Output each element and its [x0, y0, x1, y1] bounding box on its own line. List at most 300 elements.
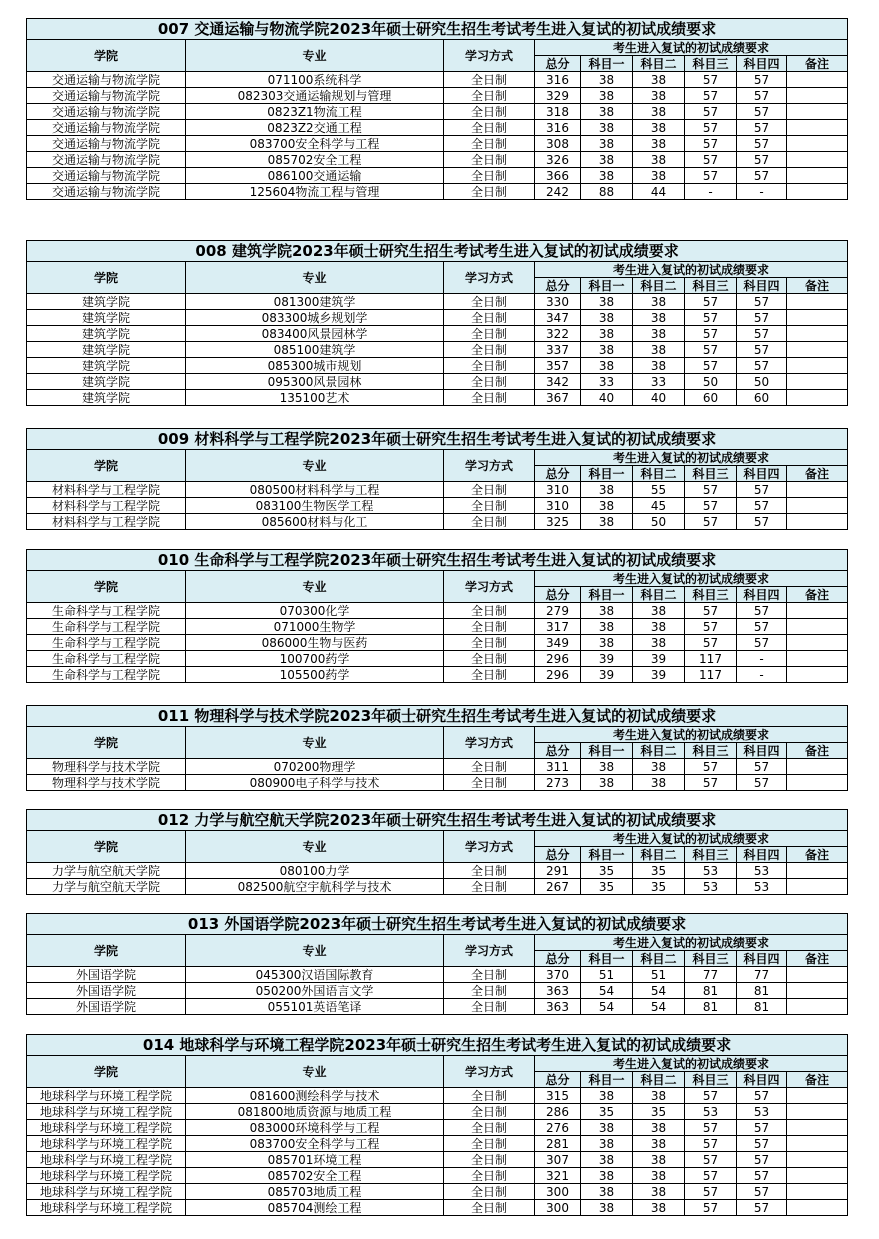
- subject1-header: 科目一: [581, 56, 633, 72]
- study-mode-header: 学习方式: [444, 727, 535, 759]
- subject2-score-cell: 38: [633, 326, 685, 342]
- subject4-score-cell: 57: [737, 1184, 787, 1200]
- total-score-cell: 347: [535, 310, 581, 326]
- major-header: 专业: [186, 571, 444, 603]
- subject2-score-cell: 38: [633, 342, 685, 358]
- subject1-score-cell: 38: [581, 120, 633, 136]
- college-cell: 交通运输与物流学院: [27, 184, 186, 200]
- major-cell: 083100生物医学工程: [186, 498, 444, 514]
- study-mode-cell: 全日制: [444, 1168, 535, 1184]
- major-cell: 081800地质资源与地质工程: [186, 1104, 444, 1120]
- major-cell: 125604物流工程与管理: [186, 184, 444, 200]
- subject3-score-cell: 57: [685, 482, 737, 498]
- subject2-score-cell: 54: [633, 983, 685, 999]
- subject3-score-cell: 57: [685, 358, 737, 374]
- subject1-score-cell: 38: [581, 1200, 633, 1216]
- remark-cell: [787, 1120, 848, 1136]
- subject3-score-cell: 81: [685, 983, 737, 999]
- subject3-score-cell: 57: [685, 1088, 737, 1104]
- subject1-score-cell: 38: [581, 136, 633, 152]
- major-cell: 100700药学: [186, 651, 444, 667]
- subject2-score-cell: 38: [633, 310, 685, 326]
- subject4-score-cell: 57: [737, 1168, 787, 1184]
- subject3-score-cell: 60: [685, 390, 737, 406]
- subject1-score-cell: 35: [581, 1104, 633, 1120]
- study-mode-cell: 全日制: [444, 514, 535, 530]
- college-header: 学院: [27, 935, 186, 967]
- table-row: [27, 759, 848, 775]
- table-row: [27, 863, 848, 879]
- subject1-score-cell: 38: [581, 759, 633, 775]
- header-row: [27, 727, 848, 743]
- table-row: [27, 498, 848, 514]
- total-score-cell: 322: [535, 326, 581, 342]
- header-row: [27, 450, 848, 466]
- table-row: [27, 152, 848, 168]
- subject3-header: 科目三: [685, 56, 737, 72]
- score-table: [26, 549, 848, 683]
- remark-header: 备注: [787, 1072, 848, 1088]
- title-row: [27, 810, 848, 831]
- subject3-score-cell: 50: [685, 374, 737, 390]
- subject1-score-cell: 38: [581, 152, 633, 168]
- college-cell: 建筑学院: [27, 374, 186, 390]
- remark-cell: [787, 120, 848, 136]
- study-mode-cell: 全日制: [444, 294, 535, 310]
- total-score-cell: 286: [535, 1104, 581, 1120]
- college-cell: 地球科学与环境工程学院: [27, 1088, 186, 1104]
- remark-cell: [787, 1088, 848, 1104]
- remark-cell: [787, 88, 848, 104]
- major-cell: 071100系统科学: [186, 72, 444, 88]
- college-cell: 物理科学与技术学院: [27, 775, 186, 791]
- major-cell: 0823Z2交通工程: [186, 120, 444, 136]
- study-mode-header: 学习方式: [444, 450, 535, 482]
- subject2-score-cell: 39: [633, 667, 685, 683]
- title-row: [27, 19, 848, 40]
- total-score-header: 总分: [535, 56, 581, 72]
- remark-header: 备注: [787, 466, 848, 482]
- subject3-score-cell: 53: [685, 1104, 737, 1120]
- major-cell: 055101英语笔译: [186, 999, 444, 1015]
- remark-header: 备注: [787, 56, 848, 72]
- major-header: 专业: [186, 40, 444, 72]
- remark-cell: [787, 667, 848, 683]
- table-row: [27, 72, 848, 88]
- remark-cell: [787, 999, 848, 1015]
- header-row: [27, 571, 848, 587]
- college-cell: 生命科学与工程学院: [27, 603, 186, 619]
- subject1-header: 科目一: [581, 847, 633, 863]
- study-mode-cell: 全日制: [444, 310, 535, 326]
- remark-cell: [787, 152, 848, 168]
- table-row: [27, 136, 848, 152]
- remark-cell: [787, 983, 848, 999]
- total-score-cell: 363: [535, 999, 581, 1015]
- college-cell: 物理科学与技术学院: [27, 759, 186, 775]
- college-header: 学院: [27, 1056, 186, 1088]
- subject3-score-cell: 57: [685, 136, 737, 152]
- table-row: [27, 879, 848, 895]
- college-cell: 地球科学与环境工程学院: [27, 1104, 186, 1120]
- remark-cell: [787, 326, 848, 342]
- table-row: [27, 390, 848, 406]
- study-mode-cell: 全日制: [444, 390, 535, 406]
- major-cell: 082500航空宇航科学与技术: [186, 879, 444, 895]
- table-title: 013 外国语学院2023年硕士研究生招生考试考生进入复试的初试成绩要求: [27, 914, 848, 935]
- major-cell: 082303交通运输规划与管理: [186, 88, 444, 104]
- subject2-score-cell: 38: [633, 1120, 685, 1136]
- title-row: [27, 914, 848, 935]
- subject3-score-cell: 57: [685, 603, 737, 619]
- subject4-score-cell: 57: [737, 342, 787, 358]
- subject4-score-cell: 57: [737, 603, 787, 619]
- subject3-score-cell: 53: [685, 863, 737, 879]
- subject1-score-cell: 38: [581, 619, 633, 635]
- remark-cell: [787, 498, 848, 514]
- remark-cell: [787, 863, 848, 879]
- subject3-score-cell: 57: [685, 72, 737, 88]
- total-score-cell: 279: [535, 603, 581, 619]
- table-row: [27, 635, 848, 651]
- study-mode-cell: 全日制: [444, 651, 535, 667]
- subject2-score-cell: 39: [633, 651, 685, 667]
- subject1-score-cell: 38: [581, 72, 633, 88]
- remark-cell: [787, 635, 848, 651]
- title-row: [27, 706, 848, 727]
- study-mode-cell: 全日制: [444, 88, 535, 104]
- total-score-cell: 330: [535, 294, 581, 310]
- college-cell: 地球科学与环境工程学院: [27, 1200, 186, 1216]
- subject2-score-cell: 35: [633, 863, 685, 879]
- subject4-score-cell: 57: [737, 1152, 787, 1168]
- requirement-header: 考生进入复试的初试成绩要求: [535, 450, 848, 466]
- major-cell: 083300城乡规划学: [186, 310, 444, 326]
- subject3-score-cell: 57: [685, 104, 737, 120]
- major-header: 专业: [186, 727, 444, 759]
- total-score-cell: 316: [535, 72, 581, 88]
- header-row: [27, 40, 848, 56]
- study-mode-cell: 全日制: [444, 168, 535, 184]
- subject2-score-cell: 38: [633, 1136, 685, 1152]
- remark-cell: [787, 1136, 848, 1152]
- major-cell: 080100力学: [186, 863, 444, 879]
- remark-cell: [787, 104, 848, 120]
- subject4-header: 科目四: [737, 951, 787, 967]
- major-cell: 085701环境工程: [186, 1152, 444, 1168]
- total-score-cell: 300: [535, 1200, 581, 1216]
- remark-cell: [787, 358, 848, 374]
- subject3-score-cell: 57: [685, 168, 737, 184]
- remark-cell: [787, 72, 848, 88]
- remark-cell: [787, 514, 848, 530]
- total-score-cell: 300: [535, 1184, 581, 1200]
- requirement-header: 考生进入复试的初试成绩要求: [535, 262, 848, 278]
- subject2-score-cell: 38: [633, 619, 685, 635]
- table-row: [27, 1136, 848, 1152]
- requirement-header: 考生进入复试的初试成绩要求: [535, 571, 848, 587]
- study-mode-cell: 全日制: [444, 603, 535, 619]
- study-mode-cell: 全日制: [444, 374, 535, 390]
- subject2-score-cell: 38: [633, 1200, 685, 1216]
- study-mode-header: 学习方式: [444, 935, 535, 967]
- major-cell: 105500药学: [186, 667, 444, 683]
- subject2-score-cell: 38: [633, 603, 685, 619]
- remark-cell: [787, 619, 848, 635]
- subject2-score-cell: 54: [633, 999, 685, 1015]
- college-cell: 建筑学院: [27, 390, 186, 406]
- score-table: [26, 1034, 848, 1216]
- subject1-score-cell: 33: [581, 374, 633, 390]
- major-cell: 135100艺术: [186, 390, 444, 406]
- total-score-cell: 276: [535, 1120, 581, 1136]
- study-mode-cell: 全日制: [444, 136, 535, 152]
- subject4-score-cell: 57: [737, 498, 787, 514]
- total-score-cell: 310: [535, 498, 581, 514]
- table-row: [27, 310, 848, 326]
- subject3-score-cell: -: [685, 184, 737, 200]
- total-score-header: 总分: [535, 951, 581, 967]
- requirement-header: 考生进入复试的初试成绩要求: [535, 1056, 848, 1072]
- subject3-score-cell: 57: [685, 88, 737, 104]
- subject2-score-cell: 50: [633, 514, 685, 530]
- remark-cell: [787, 390, 848, 406]
- subject2-score-cell: 40: [633, 390, 685, 406]
- college-cell: 生命科学与工程学院: [27, 635, 186, 651]
- subject4-score-cell: 57: [737, 514, 787, 530]
- major-cell: 085100建筑学: [186, 342, 444, 358]
- subject1-score-cell: 38: [581, 635, 633, 651]
- subject4-score-cell: -: [737, 184, 787, 200]
- remark-cell: [787, 651, 848, 667]
- subject4-header: 科目四: [737, 466, 787, 482]
- requirement-header: 考生进入复试的初试成绩要求: [535, 727, 848, 743]
- subject1-score-cell: 38: [581, 1088, 633, 1104]
- subject3-header: 科目三: [685, 1072, 737, 1088]
- subject4-score-cell: 53: [737, 863, 787, 879]
- major-cell: 086000生物与医药: [186, 635, 444, 651]
- total-score-header: 总分: [535, 587, 581, 603]
- subject4-score-cell: 50: [737, 374, 787, 390]
- college-header: 学院: [27, 450, 186, 482]
- table-title: 014 地球科学与环境工程学院2023年硕士研究生招生考试考生进入复试的初试成绩要求: [27, 1035, 848, 1056]
- subject3-header: 科目三: [685, 587, 737, 603]
- total-score-header: 总分: [535, 466, 581, 482]
- college-cell: 生命科学与工程学院: [27, 619, 186, 635]
- subject1-score-cell: 38: [581, 168, 633, 184]
- subject2-score-cell: 38: [633, 1168, 685, 1184]
- table-row: [27, 967, 848, 983]
- major-cell: 0823Z1物流工程: [186, 104, 444, 120]
- college-cell: 生命科学与工程学院: [27, 651, 186, 667]
- study-mode-cell: 全日制: [444, 1184, 535, 1200]
- subject1-score-cell: 38: [581, 603, 633, 619]
- major-cell: 095300风景园林: [186, 374, 444, 390]
- college-cell: 外国语学院: [27, 967, 186, 983]
- subject3-score-cell: 57: [685, 635, 737, 651]
- subject3-score-cell: 57: [685, 498, 737, 514]
- remark-cell: [787, 374, 848, 390]
- subject4-score-cell: 57: [737, 759, 787, 775]
- subject2-header: 科目二: [633, 743, 685, 759]
- requirement-header: 考生进入复试的初试成绩要求: [535, 40, 848, 56]
- subject1-score-cell: 54: [581, 999, 633, 1015]
- requirement-header: 考生进入复试的初试成绩要求: [535, 831, 848, 847]
- subject2-header: 科目二: [633, 278, 685, 294]
- table-row: [27, 1168, 848, 1184]
- total-score-cell: 296: [535, 667, 581, 683]
- subject1-header: 科目一: [581, 278, 633, 294]
- subject2-header: 科目二: [633, 847, 685, 863]
- table-row: [27, 482, 848, 498]
- subject3-score-cell: 57: [685, 1168, 737, 1184]
- title-row: [27, 1035, 848, 1056]
- subject4-score-cell: 81: [737, 983, 787, 999]
- study-mode-cell: 全日制: [444, 1136, 535, 1152]
- major-cell: 085300城市规划: [186, 358, 444, 374]
- subject4-header: 科目四: [737, 278, 787, 294]
- major-header: 专业: [186, 262, 444, 294]
- major-cell: 081300建筑学: [186, 294, 444, 310]
- remark-cell: [787, 967, 848, 983]
- subject4-score-cell: 57: [737, 168, 787, 184]
- remark-cell: [787, 482, 848, 498]
- total-score-cell: 273: [535, 775, 581, 791]
- remark-cell: [787, 1200, 848, 1216]
- remark-cell: [787, 168, 848, 184]
- college-header: 学院: [27, 831, 186, 863]
- table-row: [27, 651, 848, 667]
- major-header: 专业: [186, 450, 444, 482]
- college-cell: 地球科学与环境工程学院: [27, 1120, 186, 1136]
- subject4-score-cell: 57: [737, 136, 787, 152]
- subject3-score-cell: 57: [685, 310, 737, 326]
- remark-cell: [787, 136, 848, 152]
- subject4-header: 科目四: [737, 847, 787, 863]
- subject4-score-cell: 57: [737, 635, 787, 651]
- subject4-score-cell: 57: [737, 1136, 787, 1152]
- major-cell: 086100交通运输: [186, 168, 444, 184]
- college-cell: 生命科学与工程学院: [27, 667, 186, 683]
- subject3-header: 科目三: [685, 951, 737, 967]
- total-score-header: 总分: [535, 847, 581, 863]
- table-title: 008 建筑学院2023年硕士研究生招生考试考生进入复试的初试成绩要求: [27, 241, 848, 262]
- study-mode-header: 学习方式: [444, 1056, 535, 1088]
- college-cell: 材料科学与工程学院: [27, 498, 186, 514]
- college-header: 学院: [27, 262, 186, 294]
- total-score-cell: 281: [535, 1136, 581, 1152]
- subject2-score-cell: 38: [633, 120, 685, 136]
- subject4-score-cell: 53: [737, 1104, 787, 1120]
- total-score-cell: 326: [535, 152, 581, 168]
- total-score-cell: 318: [535, 104, 581, 120]
- major-cell: 080900电子科学与技术: [186, 775, 444, 791]
- subject2-header: 科目二: [633, 951, 685, 967]
- total-score-cell: 349: [535, 635, 581, 651]
- major-cell: 080500材料科学与工程: [186, 482, 444, 498]
- subject1-score-cell: 54: [581, 983, 633, 999]
- subject3-header: 科目三: [685, 847, 737, 863]
- title-row: [27, 550, 848, 571]
- college-cell: 交通运输与物流学院: [27, 88, 186, 104]
- table-row: [27, 88, 848, 104]
- subject2-header: 科目二: [633, 466, 685, 482]
- study-mode-cell: 全日制: [444, 104, 535, 120]
- subject4-score-cell: -: [737, 667, 787, 683]
- subject2-score-cell: 38: [633, 1088, 685, 1104]
- subject4-score-cell: 57: [737, 152, 787, 168]
- college-cell: 材料科学与工程学院: [27, 482, 186, 498]
- total-score-cell: 337: [535, 342, 581, 358]
- remark-cell: [787, 879, 848, 895]
- remark-cell: [787, 184, 848, 200]
- subject2-score-cell: 35: [633, 879, 685, 895]
- subject1-header: 科目一: [581, 466, 633, 482]
- remark-header: 备注: [787, 847, 848, 863]
- subject4-header: 科目四: [737, 587, 787, 603]
- study-mode-cell: 全日制: [444, 120, 535, 136]
- major-cell: 071000生物学: [186, 619, 444, 635]
- college-cell: 建筑学院: [27, 326, 186, 342]
- total-score-cell: 325: [535, 514, 581, 530]
- remark-cell: [787, 603, 848, 619]
- total-score-cell: 317: [535, 619, 581, 635]
- remark-cell: [787, 775, 848, 791]
- header-row: [27, 935, 848, 951]
- table-row: [27, 326, 848, 342]
- subject3-score-cell: 77: [685, 967, 737, 983]
- study-mode-cell: 全日制: [444, 619, 535, 635]
- subject1-header: 科目一: [581, 951, 633, 967]
- table-title: 010 生命科学与工程学院2023年硕士研究生招生考试考生进入复试的初试成绩要求: [27, 550, 848, 571]
- title-row: [27, 429, 848, 450]
- major-cell: 085704测绘工程: [186, 1200, 444, 1216]
- score-table: [26, 240, 848, 406]
- major-cell: 070200物理学: [186, 759, 444, 775]
- subject1-score-cell: 38: [581, 342, 633, 358]
- subject4-score-cell: 81: [737, 999, 787, 1015]
- subject2-score-cell: 38: [633, 294, 685, 310]
- subject3-score-cell: 57: [685, 326, 737, 342]
- college-cell: 建筑学院: [27, 358, 186, 374]
- major-cell: 083700安全科学与工程: [186, 136, 444, 152]
- subject2-score-cell: 38: [633, 168, 685, 184]
- score-table: [26, 913, 848, 1015]
- subject2-score-cell: 38: [633, 88, 685, 104]
- table-row: [27, 120, 848, 136]
- subject4-score-cell: 57: [737, 104, 787, 120]
- remark-header: 备注: [787, 587, 848, 603]
- remark-cell: [787, 342, 848, 358]
- subject1-score-cell: 38: [581, 358, 633, 374]
- subject1-score-cell: 38: [581, 326, 633, 342]
- subject2-score-cell: 38: [633, 152, 685, 168]
- subject3-score-cell: 57: [685, 152, 737, 168]
- subject4-score-cell: 57: [737, 326, 787, 342]
- study-mode-header: 学习方式: [444, 831, 535, 863]
- subject3-score-cell: 57: [685, 619, 737, 635]
- college-cell: 交通运输与物流学院: [27, 168, 186, 184]
- total-score-header: 总分: [535, 743, 581, 759]
- table-row: [27, 1104, 848, 1120]
- subject3-header: 科目三: [685, 466, 737, 482]
- subject2-score-cell: 45: [633, 498, 685, 514]
- major-cell: 050200外国语言文学: [186, 983, 444, 999]
- subject1-header: 科目一: [581, 1072, 633, 1088]
- college-cell: 建筑学院: [27, 310, 186, 326]
- subject2-score-cell: 51: [633, 967, 685, 983]
- subject2-header: 科目二: [633, 56, 685, 72]
